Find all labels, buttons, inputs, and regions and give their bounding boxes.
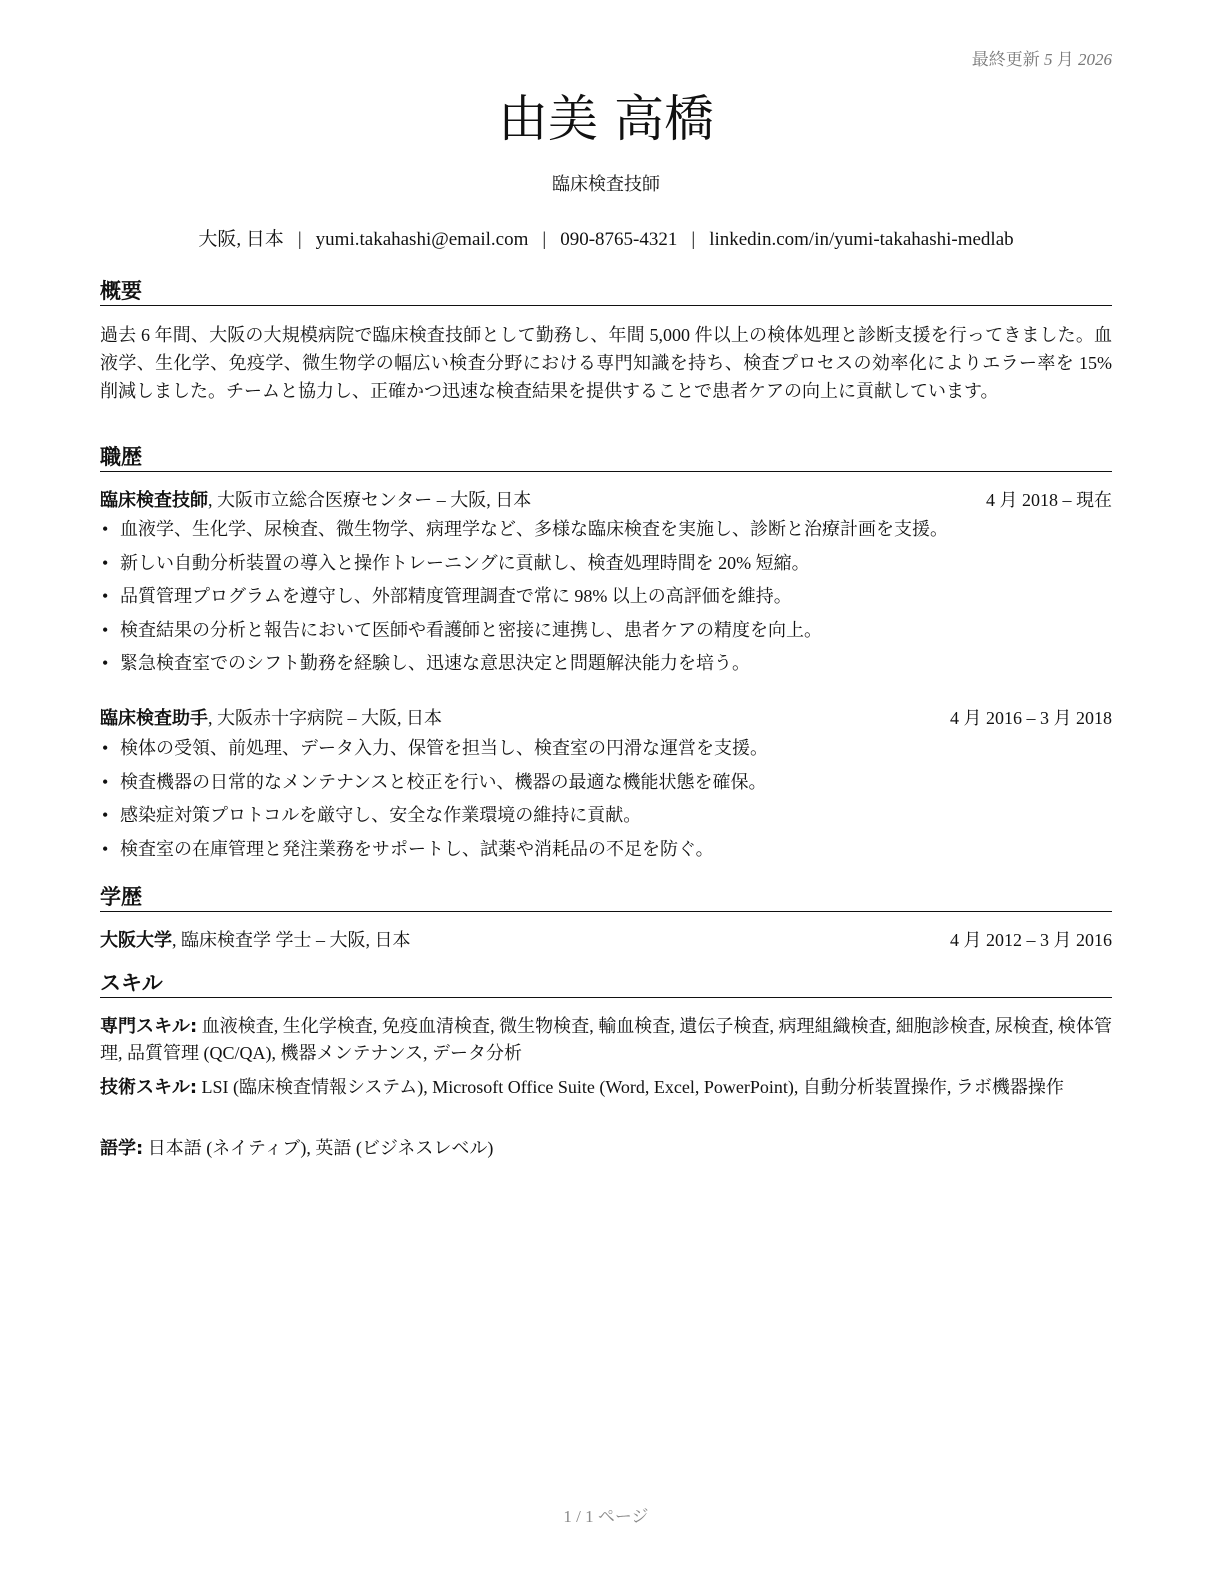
job-org: , 大阪赤十字病院 – 大阪, 日本 — [208, 708, 442, 728]
last-updated — [972, 45, 1112, 70]
list-item: • 検査結果の分析と報告において医師や看護師と密接に連携し、患者ケアの精度を向上。 — [100, 614, 1112, 648]
list-item: • 検査室の在庫管理と発注業務をサポートし、試薬や消耗品の不足を防ぐ。 — [100, 833, 1112, 867]
contact-phone[interactable]: 090-8765-4321 — [560, 229, 678, 250]
list-item: • 新しい自動分析装置の導入と操作トレーニングに貢献し、検査処理時間を 20% 短縮。 — [100, 547, 1112, 581]
job-role: 臨床検査助手 — [100, 708, 208, 729]
skill-item-language — [100, 1135, 1112, 1162]
resume-page — [100, 0, 1112, 1584]
list-item: • 血液学、生化学、尿検査、微生物学、病理学など、多様な臨床検査を実施し、診断と治療計画を支援。 — [100, 513, 1112, 547]
contact-location: 大阪, 日本 — [198, 229, 284, 250]
contact-separator: | — [297, 229, 302, 250]
education-school: 大阪大学 — [100, 930, 172, 951]
job-bullets — [100, 513, 1112, 681]
skill-text: 血液検査, 生化学検査, 免疫血清検査, 微生物検査, 輸血検査, 遺伝子検査, 病理組織検査, 細胞診検査, 尿検査, 検体管理, 品質管理 (QC/QA), 機器メンテナンス, データ分析 — [100, 1016, 1112, 1063]
candidate-title: 臨床検査技師 — [552, 174, 660, 194]
list-item: • 緊急検査室でのシフト勤務を経験し、迅速な意思決定と問題解決能力を培う。 — [100, 647, 1112, 681]
education-dates: 4 月 2012 – 3 月 2016 — [950, 930, 1112, 950]
list-item: • 検体の受領、前処理、データ入力、保管を担当し、検査室の円滑な運営を支援。 — [100, 732, 1112, 766]
skill-label: 専門スキル: — [100, 1016, 198, 1037]
skill-item-technical — [100, 1074, 1112, 1101]
experience-heading: 職歴 — [100, 443, 1112, 472]
job-dates: 4 月 2016 – 3 月 2018 — [950, 708, 1112, 728]
updated-month: 5 — [1044, 50, 1053, 69]
education-entry — [100, 927, 1112, 953]
skill-text: LSI (臨床検査情報システム), Microsoft Office Suite (Word, Excel, PowerPoint), 自動分析装置操作, ラボ機器操作 — [197, 1077, 1064, 1097]
updated-month-unit: 月 — [1056, 50, 1074, 69]
list-item: • 検査機器の日常的なメンテナンスと校正を行い、機器の最適な機能状態を確保。 — [100, 766, 1112, 800]
job-role: 臨床検査技師 — [100, 490, 208, 511]
contact-separator: | — [542, 229, 547, 250]
job-org: , 大阪市立総合医療センター – 大阪, 日本 — [208, 490, 532, 510]
job-role-org — [100, 705, 442, 732]
skill-label: 技術スキル: — [100, 1077, 198, 1098]
list-item: • 感染症対策プロトコルを厳守し、安全な作業環境の維持に貢献。 — [100, 799, 1112, 833]
skill-item-professional — [100, 1013, 1112, 1067]
contact-separator: | — [691, 229, 696, 250]
education-school-detail — [100, 927, 411, 954]
page-number: 1 / 1 ページ — [563, 1507, 649, 1526]
education-heading: 学歴 — [100, 883, 1112, 912]
job-header — [100, 487, 1112, 513]
skills-heading: スキル — [100, 969, 1112, 998]
contact-email[interactable]: yumi.takahashi@email.com — [315, 229, 529, 250]
education-detail: , 臨床検査学 学士 – 大阪, 日本 — [172, 930, 411, 950]
job-dates: 4 月 2018 – 現在 — [986, 490, 1112, 510]
updated-prefix: 最終更新 — [971, 50, 1040, 69]
contact-linkedin[interactable]: linkedin.com/in/yumi-takahashi-medlab — [709, 229, 1014, 250]
skill-label: 語学: — [100, 1138, 144, 1159]
job-bullets — [100, 732, 1112, 866]
job-role-org — [100, 487, 531, 514]
candidate-name: 由美 高橋 — [498, 90, 714, 148]
updated-year: 2026 — [1078, 50, 1112, 69]
summary-heading: 概要 — [100, 277, 1112, 306]
job-header — [100, 705, 1112, 731]
summary-text: 過去 6 年間、大阪の大規模病院で臨床検査技師として勤務し、年間 5,000 件以上の検体処理と診断支援を行ってきました。血液学、生化学、免疫学、微生物学の幅広い検査分野における専門知識を持ち、検査プロセスの効率化によりエラー率を 15% 削減しました。チームと協力し、正確かつ迅速な検査結果を提供することで患者ケアの向上に貢献しています。 — [100, 325, 1112, 401]
list-item: • 品質管理プログラムを遵守し、外部精度管理調査で常に 98% 以上の高評価を維持。 — [100, 580, 1112, 614]
contact-line — [100, 224, 1112, 251]
skill-text: 日本語 (ネイティブ), 英語 (ビジネスレベル) — [143, 1138, 494, 1158]
